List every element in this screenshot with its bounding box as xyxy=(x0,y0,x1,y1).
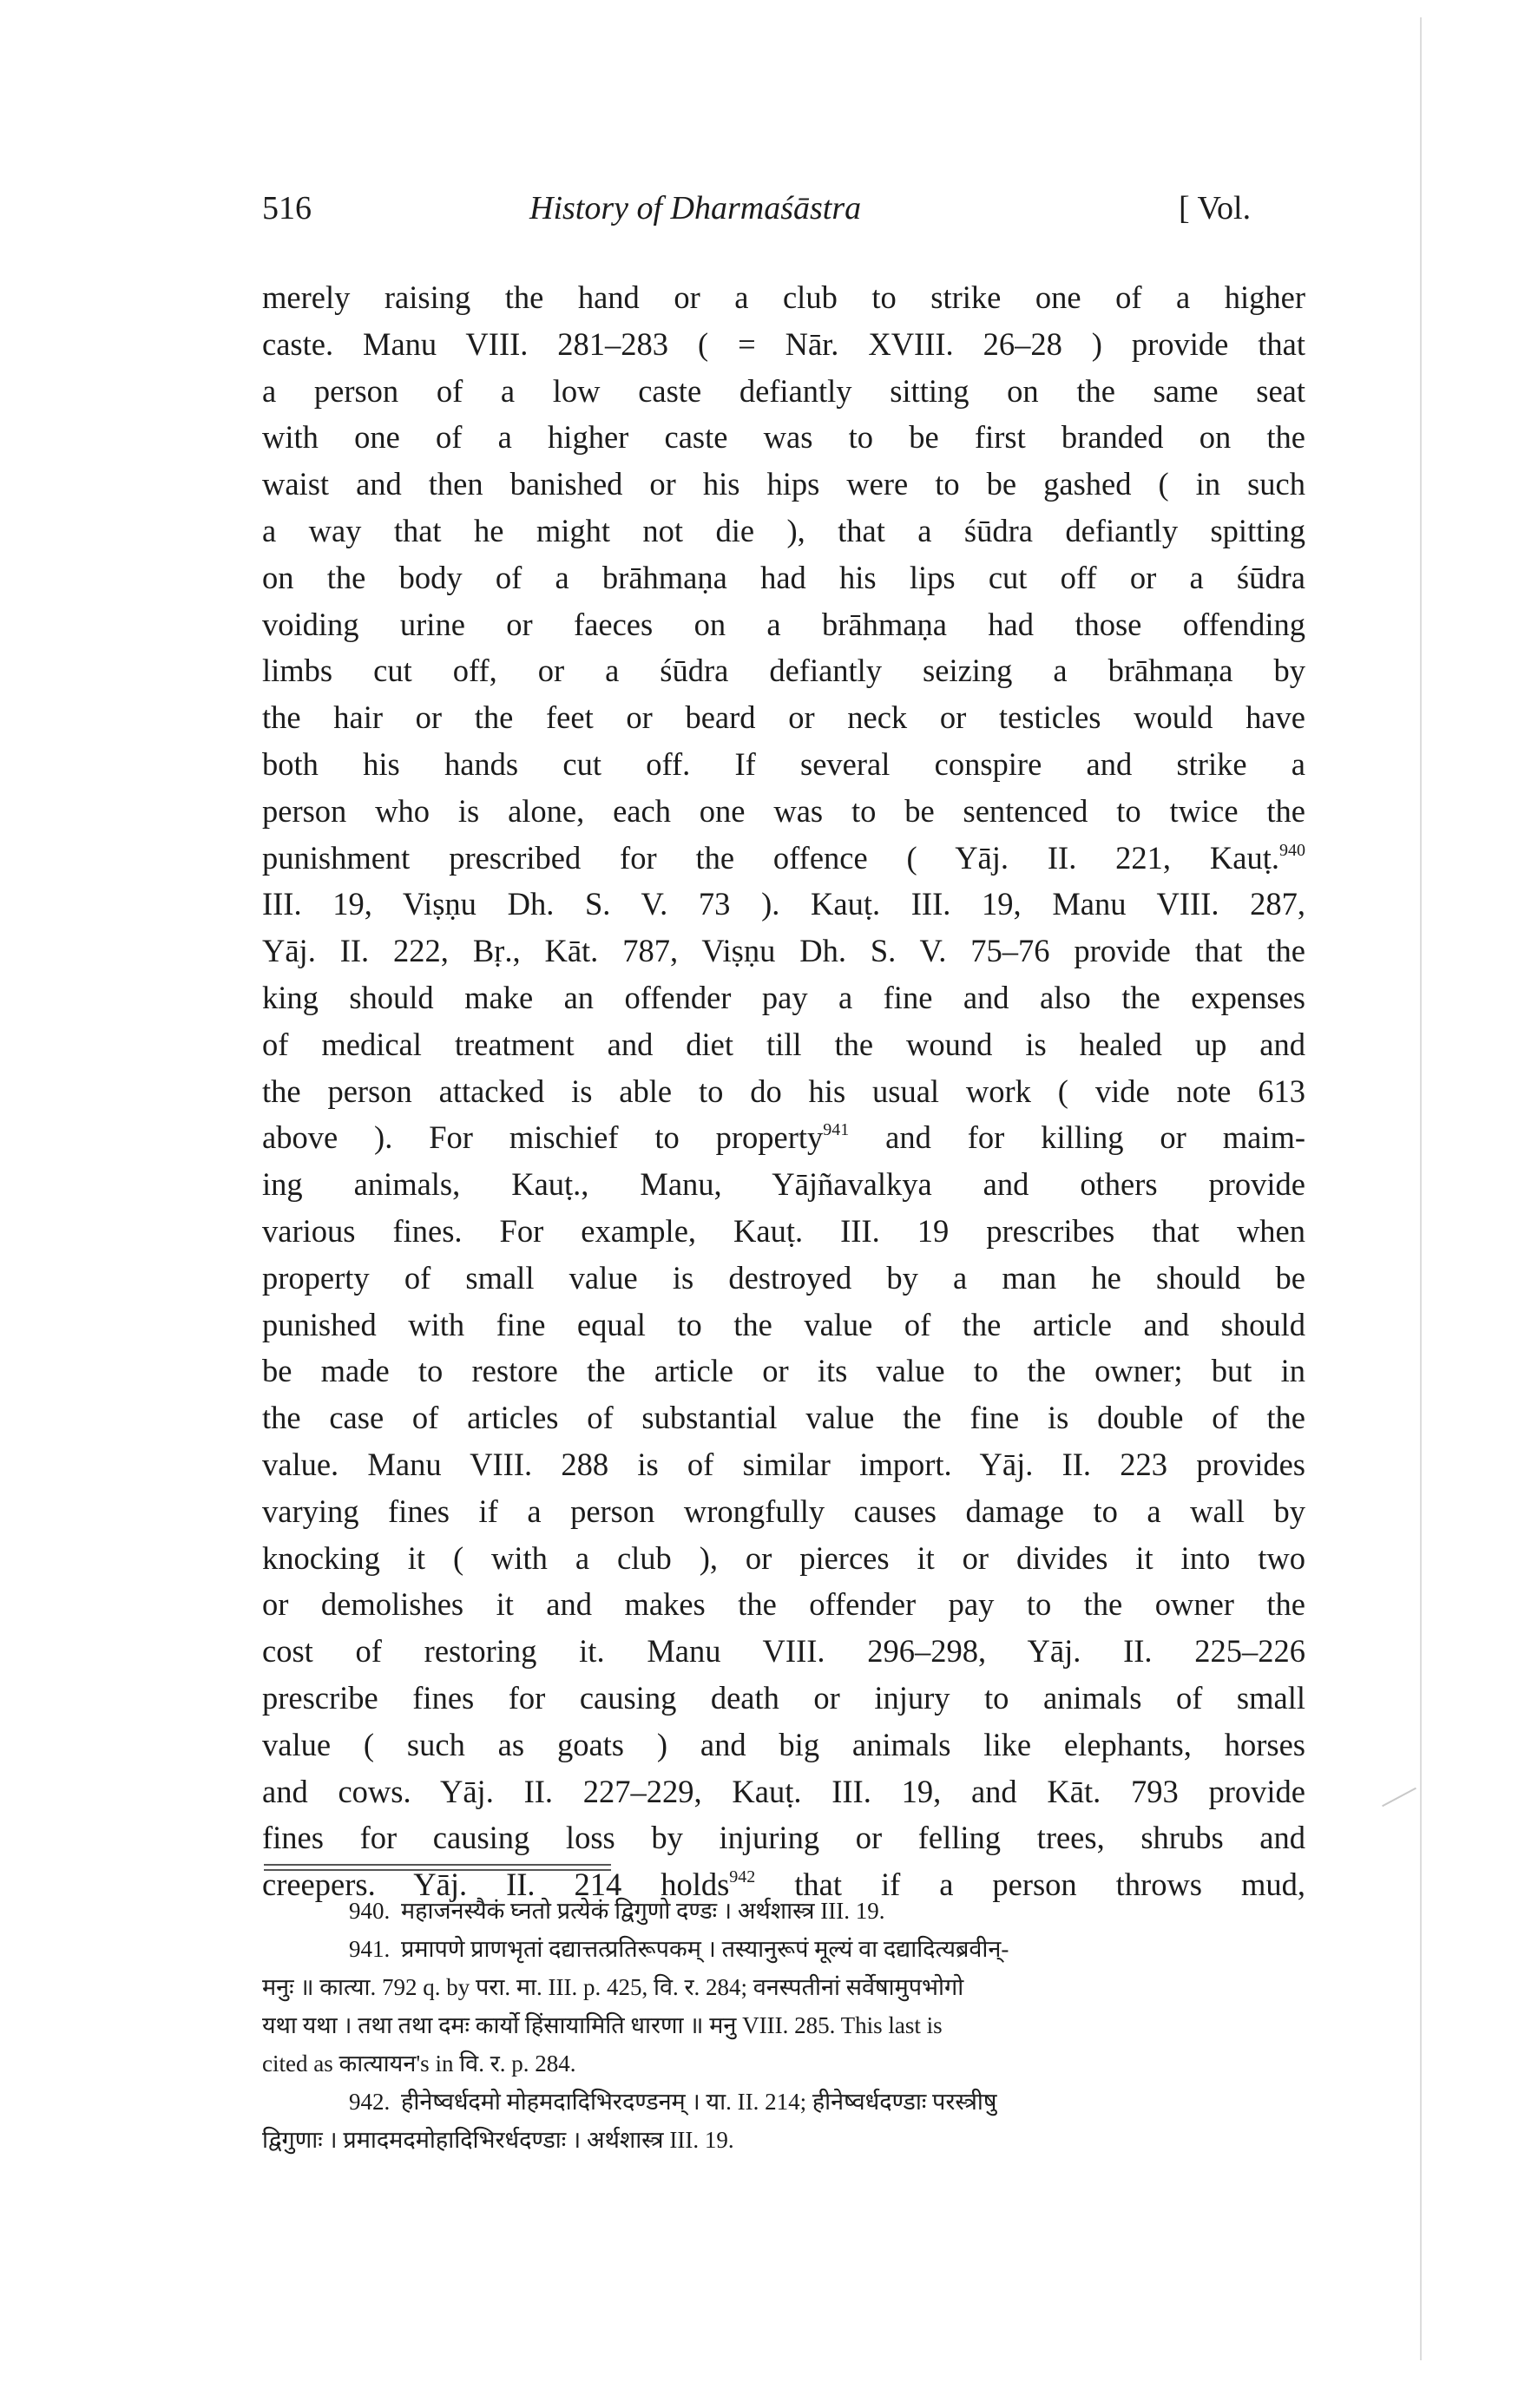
body-line: value ( such as goats ) and big animals like elephants, horses xyxy=(262,1726,1305,1762)
body-line: waist and then banished or his hips were to be gashed ( in such xyxy=(262,466,1305,502)
footnote-number: 940. xyxy=(349,1898,391,1924)
footnote-number: 941. xyxy=(349,1936,391,1962)
body-line: limbs cut off, or a śūdra defiantly seizing a brāhmaṇa by xyxy=(262,653,1305,689)
body-line: prescribe fines for causing death or injury to animals of small xyxy=(262,1679,1305,1716)
footnote-941-line-4: cited as कात्यायन's in वि. र. p. 284. xyxy=(262,2050,576,2077)
footnote-941-line-2: मनुः ॥ कात्या. 792 q. by परा. मा. III. p. 425, वि. र. 284; वनस्पतीनां सर्वेषामुपभोगो xyxy=(262,1974,964,2000)
body-line: with one of a higher caste was to be first branded on the xyxy=(262,419,1305,456)
body-line: cost of restoring it. Manu VIII. 296–298, Yāj. II. 225–226 xyxy=(262,1633,1305,1670)
body-line-text: creepers. Yāj. II. 214 holds xyxy=(262,1867,730,1903)
body-line: person who is alone, each one was to be sentenced to twice the xyxy=(262,792,1305,829)
body-line: knocking it ( with a club ), or pierces it or divides it into two xyxy=(262,1539,1305,1576)
body-line: both his hands cut off. If several conspire and strike a xyxy=(262,745,1305,782)
body-line: the case of articles of substantial value the fine is double of the xyxy=(262,1400,1305,1436)
body-line: III. 19, Viṣṇu Dh. S. V. 73 ). Kauṭ. III. 19, Manu VIII. 287, xyxy=(262,886,1305,922)
volume-mark: [ Vol. xyxy=(1179,190,1252,226)
footnote-text: प्रमापणे प्राणभृतां दद्यात्तत्प्रतिरूपकम् । तस्यानुरूपं मूल्यं वा दद्यादित्यब्रवीन्- xyxy=(401,1936,1009,1962)
pencil-mark xyxy=(1382,1788,1416,1807)
body-line: value. Manu VIII. 288 is of similar import. Yāj. II. 223 provides xyxy=(262,1446,1305,1482)
footnote-number: 942. xyxy=(349,2089,391,2115)
body-line: a way that he might not die ), that a śūdra defiantly spitting xyxy=(262,512,1305,548)
footnote-separator-rule-lower xyxy=(264,1869,611,1871)
body-line: the person attacked is able to do his usual work ( vide note 613 xyxy=(262,1073,1305,1109)
body-line-tail: that if a person throws mud, xyxy=(755,1867,1305,1903)
body-line: Yāj. II. 222, Bṛ., Kāt. 787, Viṣṇu Dh. S. V. 75–76 provide that the xyxy=(262,933,1305,969)
page-gutter-line xyxy=(1420,17,1422,2360)
body-line-text: punishment prescribed for the offence ( Yāj. II. 221, Kauṭ. xyxy=(262,839,1279,876)
footnote-ref-941: 941 xyxy=(823,1120,850,1140)
body-line: caste. Manu VIII. 281–283 ( = Nār. XVIII. 26–28 ) provide that xyxy=(262,325,1305,362)
body-line: various fines. For example, Kauṭ. III. 19 prescribes that when xyxy=(262,1212,1305,1249)
footnote-ref-942: 942 xyxy=(729,1867,756,1887)
body-line: fines for causing loss by injuring or felling trees, shrubs and xyxy=(262,1820,1305,1856)
body-line-text: above ). For mischief to property xyxy=(262,1119,824,1156)
body-line-with-ref-941 xyxy=(262,1114,1305,1161)
body-line: merely raising the hand or a club to strike one of a higher xyxy=(262,279,1305,315)
body-line: ing animals, Kauṭ., Manu, Yājñavalkya and others provide xyxy=(262,1166,1305,1203)
body-line: king should make an offender pay a fine and also the expenses xyxy=(262,979,1305,1015)
body-line: and cows. Yāj. II. 227–229, Kauṭ. III. 19, and Kāt. 793 provide xyxy=(262,1773,1305,1809)
body-line-tail: and for killing or maim- xyxy=(849,1119,1305,1156)
body-line: voiding urine or faeces on a brāhmaṇa had those offending xyxy=(262,606,1305,642)
footnote-942-line-2: द्विगुणाः । प्रमादमदमोहादिभिरर्धदण्डाः । अर्थशास्त्र III. 19. xyxy=(262,2127,734,2153)
body-line: be made to restore the article or its value to the owner; but in xyxy=(262,1353,1305,1389)
body-line-with-ref-940 xyxy=(262,835,1305,882)
body-line: of medical treatment and diet till the wound is healed up and xyxy=(262,1026,1305,1062)
body-line: punished with fine equal to the value of the article and should xyxy=(262,1306,1305,1342)
footnote-separator-rule xyxy=(264,1864,611,1866)
footnote-941 xyxy=(262,1930,1305,1968)
footnote-940 xyxy=(262,1892,1305,1930)
running-head xyxy=(0,189,1538,241)
body-line: a person of a low caste defiantly sitting on the same seat xyxy=(262,372,1305,409)
page-number: 516 xyxy=(262,190,312,226)
footnote-ref-940: 940 xyxy=(1279,840,1305,860)
footnotes xyxy=(262,1892,1305,2159)
body-line: varying fines if a person wrongfully causes damage to a wall by xyxy=(262,1493,1305,1529)
body-line: on the body of a brāhmaṇa had his lips cut off or a śūdra xyxy=(262,559,1305,595)
body-line: or demolishes it and makes the offender pay to the owner the xyxy=(262,1586,1305,1623)
footnote-text: महाजनस्यैकं घ्नतो प्रत्येकं द्विगुणो दण्डः । अर्थशास्त्र III. 19. xyxy=(401,1898,885,1924)
body-line: property of small value is destroyed by a man he should be xyxy=(262,1259,1305,1296)
footnote-941-line-3: यथा यथा । तथा तथा दमः कार्यो हिंसायामिति धारणा ॥ मनु VIII. 285. This last is xyxy=(262,2012,943,2038)
body-text xyxy=(262,274,1305,1908)
footnote-942 xyxy=(262,2083,1305,2121)
footnote-text: हीनेष्वर्धदमो मोहमदादिभिरदण्डनम् । या. II. 214; हीनेष्वर्धदण्डाः परस्त्रीषु xyxy=(401,2089,997,2115)
book-title: History of Dharmaśāstra xyxy=(529,190,862,226)
body-line: the hair or the feet or beard or neck or testicles would have xyxy=(262,699,1305,736)
